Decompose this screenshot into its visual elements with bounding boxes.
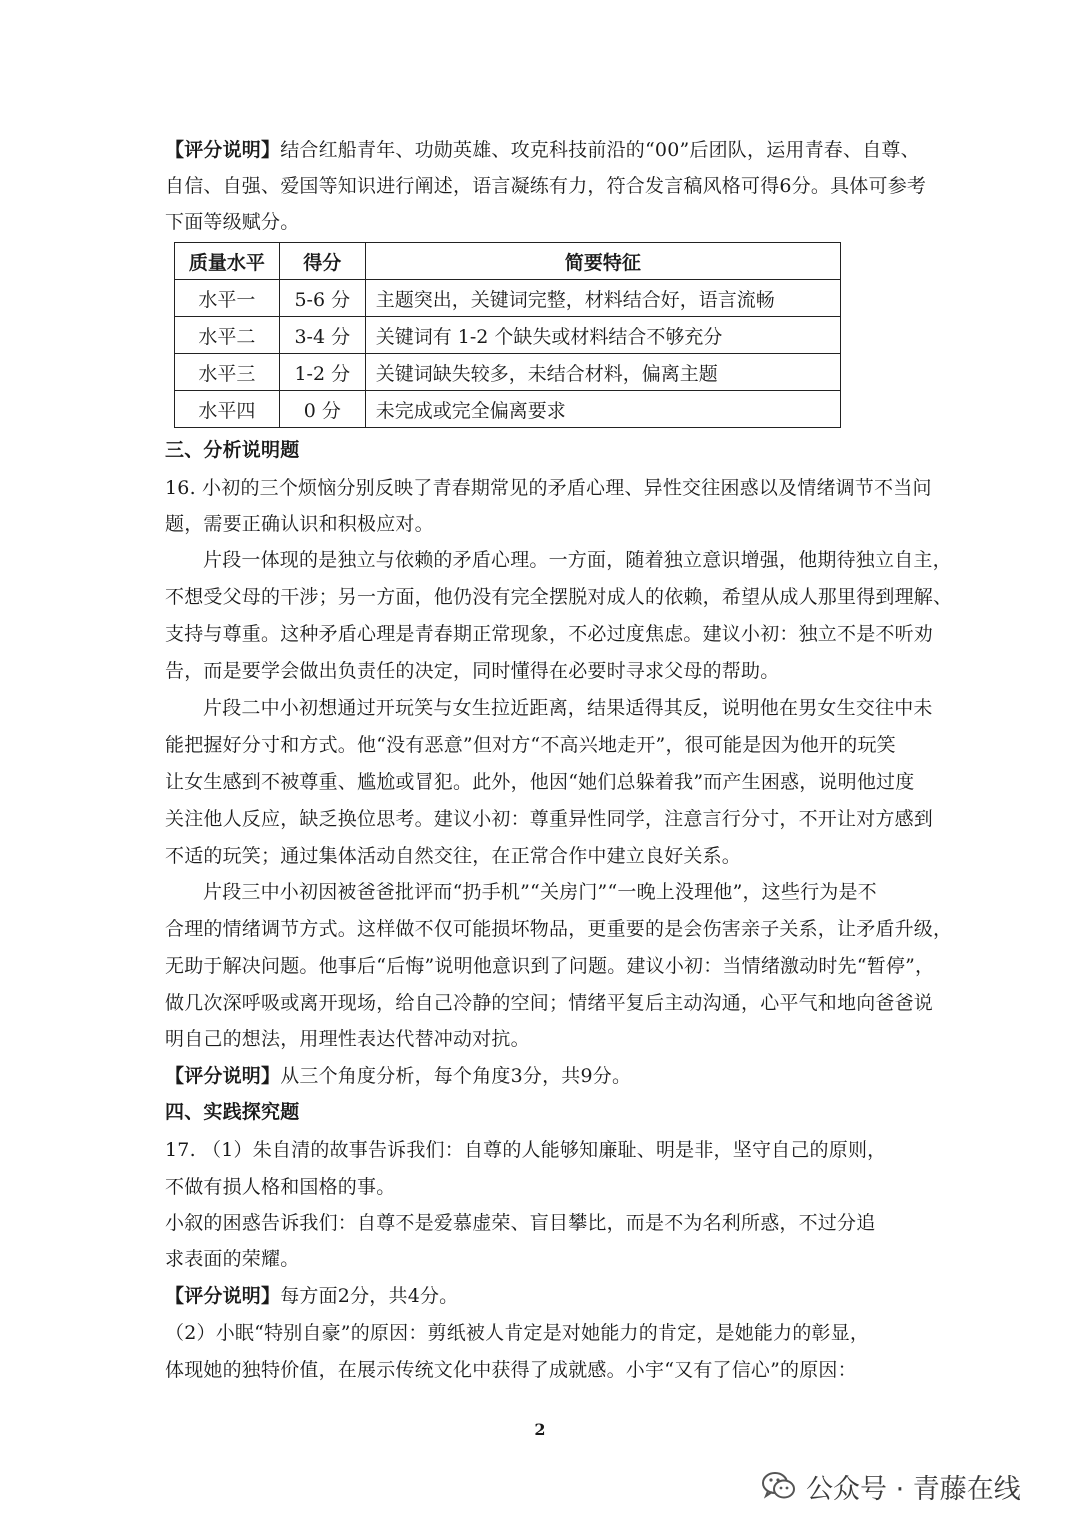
para2-line-5: 不适的玩笑；通过集体活动自然交往，在正常合作中建立良好关系。 [165,845,742,867]
q17-1-line-2: 不做有损人格和国格的事。 [165,1176,396,1198]
scoring-note-label: 【评分说明】 [165,1285,281,1307]
scoring-note-line-1 [165,138,925,162]
scoring-note-text: 结合红船青年、功勋英雄、攻克科技前沿的“00”后团队，运用青春、自尊、 [280,139,920,161]
cell-level: 水平三 [175,354,280,391]
para1-line-3: 支持与尊重。这种矛盾心理是青春期正常现象，不必过度焦虑。建议小初：独立不是不听劝 [165,623,934,645]
page-number: 2 [534,1420,546,1439]
cell-feature: 主题突出，关键词完整，材料结合好，语言流畅 [365,280,840,317]
scoring-note-text: 每方面2分，共4分。 [280,1285,459,1307]
q17-1-line-1: 17. （1）朱自清的故事告诉我们：自尊的人能够知廉耻、明是非，坚守自己的原则， [165,1139,887,1161]
cell-score: 0 分 [279,391,365,428]
section4-heading: 四、实践探究题 [165,1101,300,1123]
cell-feature: 关键词有 1-2 个缺失或材料结合不够充分 [365,317,840,354]
section4-scoring-note [165,1284,925,1308]
section3-heading: 三、分析说明题 [165,439,300,461]
section3-scoring-note [165,1064,925,1088]
para3-line-3: 无助于解决问题。他事后“后悔”说明他意识到了问题。建议小初：当情绪激动时先“暂停”， [165,955,935,977]
q17-1-line-4: 求表面的荣耀。 [165,1248,300,1270]
table-row [175,354,841,391]
table-row [175,317,841,354]
grade-table [174,242,841,428]
para1-line-2: 不想受父母的干涉；另一方面，他仍没有完全摆脱对成人的依赖，希望从成人那里得到理解、 [165,586,953,608]
cell-level: 水平四 [175,391,280,428]
cell-feature: 未完成或完全偏离要求 [365,391,840,428]
scoring-note-text: 从三个角度分析，每个角度3分，共9分。 [280,1065,632,1087]
table-row [175,280,841,317]
watermark [762,1466,1021,1506]
para1-line-1: 片段一体现的是独立与依赖的矛盾心理。一方面，随着独立意识增强，他期待独立自主， [203,549,952,571]
cell-level: 水平一 [175,280,280,317]
cell-feature: 关键词缺失较多，未结合材料，偏离主题 [365,354,840,391]
q16-line-2: 题，需要正确认识和积极应对。 [165,513,434,535]
para3-line-1: 片段三中小初因被爸爸批评而“扔手机”“关房门”“一晚上没理他”，这些行为是不 [203,881,877,903]
q16-line-1: 16. 小初的三个烦恼分别反映了青春期常见的矛盾心理、异性交往困惑以及情绪调节不当问 [165,477,932,499]
para2-line-1: 片段二中小初想通过开玩笑与女生拉近距离，结果适得其反，说明他在男女生交往中未 [203,697,933,719]
q17-1-line-3: 小叙的困惑告诉我们：自尊不是爱慕虚荣、盲目攀比，而是不为名利所惑，不过分追 [165,1212,876,1234]
para2-line-3: 让女生感到不被尊重、尴尬或冒犯。此外，他因“她们总躲着我”而产生困惑，说明他过度 [165,771,915,793]
cell-score: 5-6 分 [279,280,365,317]
q17-2-line-1: （2）小眠“特别自豪”的原因：剪纸被人肯定是对她能力的肯定，是她能力的彰显， [165,1322,870,1344]
header-feature: 简要特征 [365,243,840,280]
grade-table-header [175,243,841,280]
cell-score: 3-4 分 [279,317,365,354]
para3-line-5: 明自己的想法，用理性表达代替冲动对抗。 [165,1028,530,1050]
scoring-note-line-2: 自信、自强、爱国等知识进行阐述，语言凝练有力，符合发言稿风格可得6分。具体可参考 [165,175,927,197]
table-row [175,391,841,428]
scoring-note-label: 【评分说明】 [165,1065,281,1087]
header-level: 质量水平 [175,243,280,280]
para2-line-4: 关注他人反应，缺乏换位思考。建议小初：尊重异性同学，注意言行分寸，不开让对方感到 [165,808,934,830]
q17-2-line-2: 体现她的独特价值，在展示传统文化中获得了成就感。小宇“又有了信心”的原因： [165,1359,857,1381]
header-score: 得分 [279,243,365,280]
para2-line-2: 能把握好分寸和方式。他“没有恶意”但对方“不高兴地走开”，很可能是因为他开的玩笑 [165,734,896,756]
cell-level: 水平二 [175,317,280,354]
cell-score: 1-2 分 [279,354,365,391]
para3-line-2: 合理的情绪调节方式。这样做不仅可能损坏物品，更重要的是会伤害亲子关系，让矛盾升级， [165,918,953,940]
watermark-text: 公众号 · 青藤在线 [806,1473,1021,1505]
scoring-note-label: 【评分说明】 [165,139,281,161]
para3-line-4: 做几次深呼吸或离开现场，给自己冷静的空间；情绪平复后主动沟通，心平气和地向爸爸说 [165,992,934,1014]
scoring-note-line-3: 下面等级赋分。 [165,211,300,233]
wechat-icon [762,1471,796,1501]
para1-line-4: 告，而是要学会做出负责任的决定，同时懂得在必要时寻求父母的帮助。 [165,660,780,682]
